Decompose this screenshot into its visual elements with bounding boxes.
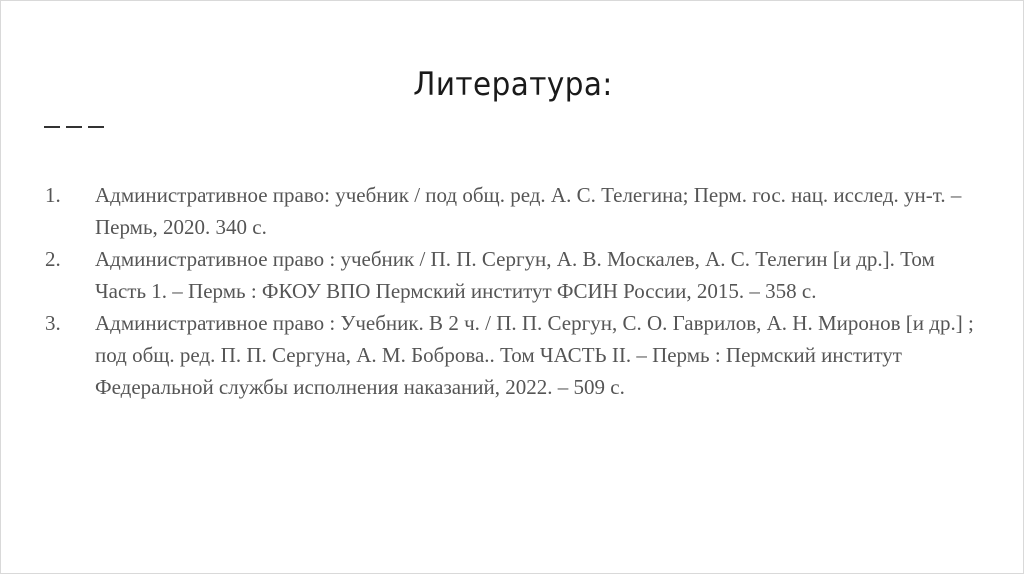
dash — [88, 126, 104, 128]
reference-text: Административное право: учебник / под общ. ред. А. С. Телегина; Перм. гос. нац. исслед. ун-т. – Пермь, 2020. 340 с. — [95, 183, 962, 239]
reference-item — [45, 179, 985, 243]
dash — [66, 126, 82, 128]
reference-number: 1. — [45, 183, 61, 207]
reference-number: 2. — [45, 247, 61, 271]
reference-number: 3. — [45, 311, 61, 335]
reference-item — [45, 307, 985, 403]
title-underline-dashes — [44, 126, 104, 128]
reference-item — [45, 243, 985, 307]
reference-list — [45, 179, 985, 403]
slide-title: Литература: — [413, 65, 613, 103]
reference-text: Административное право : учебник / П. П. Сергун, А. В. Москалев, А. С. Телегин [и др.]. Том Часть 1. – Пермь : ФКОУ ВПО Пермский институт ФСИН России, 2015. – 358 с. — [95, 247, 935, 303]
reference-text: Административное право : Учебник. В 2 ч. / П. П. Сергун, С. О. Гаврилов, А. Н. Миронов [и др.] ; под общ. ред. П. П. Сергуна, А. М. Боброва.. Том ЧАСТЬ II. – Пермь : Пермский институт Федеральной службы исполнения наказаний, 2022. – 509 с. — [95, 311, 974, 399]
dash — [44, 126, 60, 128]
